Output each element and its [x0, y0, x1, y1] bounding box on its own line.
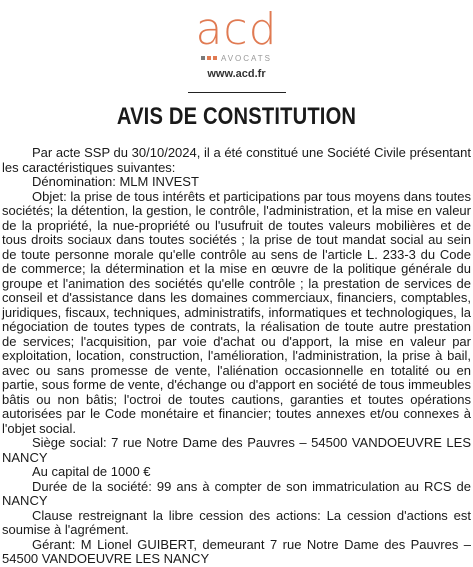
website-link[interactable]: www.acd.fr	[207, 68, 266, 80]
logo	[0, 4, 473, 63]
logo-wordmark: acd	[195, 4, 278, 55]
notice-body	[2, 146, 471, 567]
logo-dot-2	[207, 56, 211, 60]
header-divider	[188, 92, 286, 93]
logo-dot-1	[201, 56, 205, 60]
logo-subtitle: AVOCATS	[220, 53, 273, 63]
denomination-paragraph: Dénomination: MLM INVEST	[32, 174, 199, 189]
logo-dot-3	[213, 56, 217, 60]
manager-paragraph: Gérant: M Lionel GUIBERT, demeurant 7 rue Notre Dame des Pauvres – 54500 VANDOEUVRE LES NANCY	[2, 536, 471, 566]
logo-subtitle-row	[0, 53, 473, 63]
capital-paragraph: Au capital de 1000 €	[32, 464, 151, 479]
duration-paragraph: Durée de la société: 99 ans à compter de son immatriculation au RCS de NANCY	[2, 478, 471, 508]
transfer-clause-paragraph: Clause restreignant la libre cession des actions: La cession d'actions est soumise à l'agrément.	[2, 507, 471, 537]
notice-title: AVIS DE CONSTITUTION	[116, 103, 357, 130]
object-paragraph: Objet: la prise de tous intérêts et participations par tous moyens dans toutes sociétés; la détention, la gestion, le contrôle, l'administration, et la mise en valeur de la propriété, la nue-propriété ou l'usufruit de toutes valeurs mobilières et de tous droits sociaux dans toutes sociétés ; la prise de tout mandat social au sein de toute personne morale qu'elle contrôle au sens de l'article L. 233-3 du Code de commerce; la détermination et la mise en œuvre de la politique générale du groupe et l'animation des sociétés qu'elle contrôle ; la prestation de services de conseil et d'assistance dans les domaines commerciaux, financiers, comptables, juridiques, fiscaux, techniques, administratifs, informatiques et technologiques, la négociation de toutes types de contrats, la réalisation de toute autre prestation de services; l'acquisition, par voie d'achat ou d'apport, la mise en valeur par exploitation, location, construction, l'amélioration, l'administration, la prise à bail, avec ou sans promesse de vente, l'aliénation occasionnelle en totalité ou en partie, sous forme de vente, d'échange ou d'apport en société de tous immeubles bâtis ou non bâtis; l'octroi de toutes cautions, garanties et toutes opérations autorisées par le Code monétaire et financier; toutes annexes et/ou connexes à l'objet social.	[2, 188, 471, 436]
registered-office-paragraph: Siège social: 7 rue Notre Dame des Pauvres – 54500 VANDOEUVRE LES NANCY	[2, 435, 471, 465]
logo-dots-icon	[201, 56, 217, 60]
intro-paragraph: Par acte SSP du 30/10/2024, il a été constitué une Société Civile présentant les caractéristiques suivantes:	[2, 145, 471, 175]
